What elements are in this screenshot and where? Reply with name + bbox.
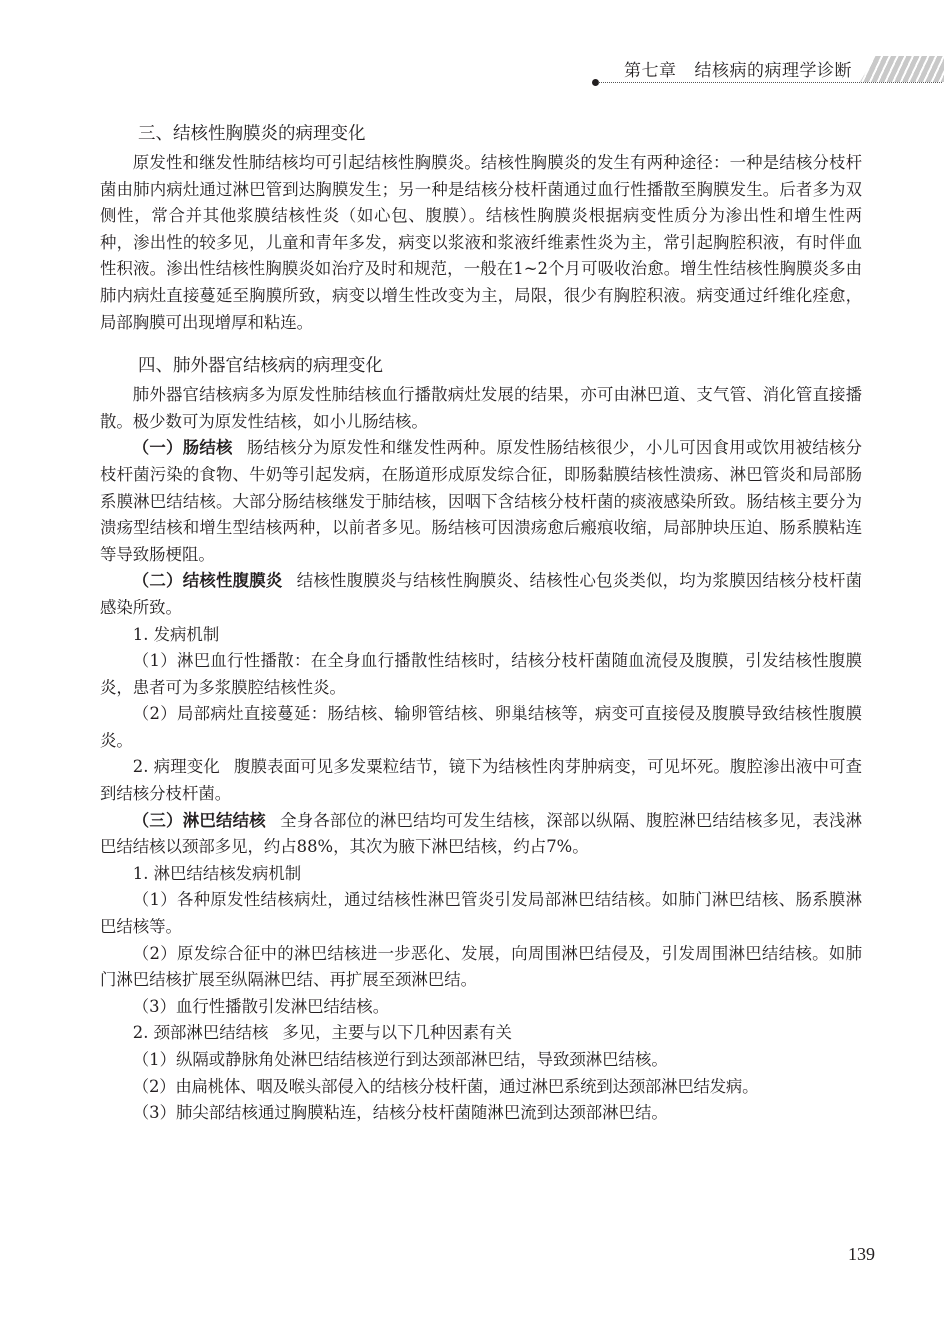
header-chapter-title: 结核病的病理学诊断 — [694, 61, 852, 81]
sub3-cervical — [100, 1020, 862, 1047]
header-text — [624, 56, 852, 81]
header-chapter: 第七章 — [624, 61, 677, 81]
subsection-2-label: （二）结核性腹膜炎 — [132, 571, 283, 591]
sub2-pathology — [100, 754, 862, 807]
sub2-mechanism-title: 1. 发病机制 — [132, 624, 220, 644]
sub3-mechanism-item-1: （1）各种原发性结核病灶，通过结核性淋巴管炎引发局部淋巴结结核。如肺门淋巴结核、肠系膜淋巴结核等。 — [100, 890, 862, 937]
section-3-paragraph: 原发性和继发性肺结核均可引起结核性胸膜炎。结核性胸膜炎的发生有两种途径：一种是结核分枝杆菌由肺内病灶通过淋巴管到达胸膜发生；另一种是结核分枝杆菌通过血行性播散至胸膜发生。后者多为双侧性，常合并其他浆膜结核性炎（如心包、腹膜）。结核性胸膜炎根据病变性质分为渗出性和增生性两种，渗出性的较多见，儿童和青年多发，病变以浆液和浆液纤维素性炎为主，常引起胸腔积液，有时伴血性积液。渗出性结核性胸膜炎如治疗及时和规范，一般在1~2个月可吸收治愈。增生性结核性胸膜炎多由肺内病灶直接蔓延至胸膜所致，病变以增生性改变为主，局限，很少有胸腔积液。病变通过纤维化痊愈，局部胸膜可出现增厚和粘连。 — [100, 153, 862, 332]
subsection-3-label: （三）淋巴结结核 — [132, 810, 266, 830]
subsection-3-text: 全身各部位的淋巴结均可发生结核，深部以纵隔、腹腔淋巴结结核多见，表浅淋巴结结核以颈部多见，约占88%，其次为腋下淋巴结核，约占7%。 — [100, 810, 862, 857]
sub3-mechanism-item-2: （2）原发综合征中的淋巴结核进一步恶化、发展，向周围淋巴结侵及，引发周围淋巴结结核。如肺门淋巴结核扩展至纵隔淋巴结、再扩展至颈淋巴结。 — [100, 943, 862, 990]
sub3-cervical-item-2: （2）由扁桃体、咽及喉头部侵入的结核分枝杆菌，通过淋巴系统到达颈部淋巴结发病。 — [132, 1076, 759, 1096]
sub3-cervical-text: 多见，主要与以下几种因素有关 — [282, 1023, 512, 1043]
running-header — [610, 52, 950, 92]
sub2-pathology-text: 腹膜表面可见多发粟粒结节，镜下为结核性肉芽肿病变，可见坏死。腹腔渗出液中可查到结核分枝杆菌。 — [100, 757, 862, 804]
sub3-mechanism-item-3: （3）血行性播散引发淋巴结结核。 — [132, 996, 390, 1016]
header-rule — [598, 82, 942, 83]
section-4-intro: 肺外器官结核病多为原发性肺结核血行播散病灶发展的结果，亦可由淋巴道、支气管、消化管直接播散。极少数可为原发性结核，如小儿肠结核。 — [100, 385, 862, 431]
sub3-cervical-title: 2. 颈部淋巴结结核 — [132, 1023, 269, 1043]
sub2-pathology-title: 2. 病理变化 — [132, 757, 220, 777]
subsection-lymph-node-tb — [100, 808, 862, 861]
header-decoration — [860, 56, 944, 82]
section-3-title: 三、结核性胸膜炎的病理变化 — [138, 124, 366, 144]
sub3-cervical-item-3: （3）肺尖部结核通过胸膜粘连，结核分枝杆菌随淋巴流到达颈部淋巴结。 — [132, 1103, 668, 1123]
subsection-tb-peritonitis — [100, 568, 862, 621]
sub2-mechanism-item-2: （2）局部病灶直接蔓延：肠结核、输卵管结核、卵巢结核等，病变可直接侵及腹膜导致结核性腹膜炎。 — [100, 704, 862, 750]
sub3-cervical-item-1: （1）纵隔或静脉角处淋巴结结核逆行到达颈部淋巴结，导致颈淋巴结核。 — [132, 1050, 668, 1069]
sub3-mechanism-title: 1. 淋巴结结核发病机制 — [132, 863, 302, 883]
page-body — [100, 118, 862, 1127]
subsection-intestinal-tb — [100, 435, 862, 568]
subsection-1-label: （一）肠结核 — [132, 438, 233, 458]
sub2-mechanism-item-1: （1）淋巴血行性播散：在全身血行播散性结核时，结核分枝杆菌随血流侵及腹膜，引发结核性腹膜炎，患者可为多浆膜腔结核性炎。 — [100, 651, 862, 697]
subsection-2-text: 结核性腹膜炎与结核性胸膜炎、结核性心包炎类似，均为浆膜因结核分枝杆菌感染所致。 — [100, 571, 863, 617]
section-4-title: 四、肺外器官结核病的病理变化 — [138, 356, 383, 377]
subsection-1-text: 肠结核分为原发性和继发性两种。原发性肠结核很少，小儿可因食用或饮用被结核分枝杆菌污染的食物、牛奶等引起发病，在肠道形成原发综合征，即肠黏膜结核性溃疡、淋巴管炎和局部肠系膜淋巴结结核。大部分肠结核继发于肺结核，因咽下含结核分枝杆菌的痰液感染所致。肠结核主要分为溃疡型结核和增生型结核两种，以前者多见。肠结核可因溃疡愈后瘢痕收缩，局部肿块压迫、肠系膜粘连等导致肠梗阻。 — [100, 438, 862, 564]
page-number: 139 — [848, 1244, 875, 1264]
